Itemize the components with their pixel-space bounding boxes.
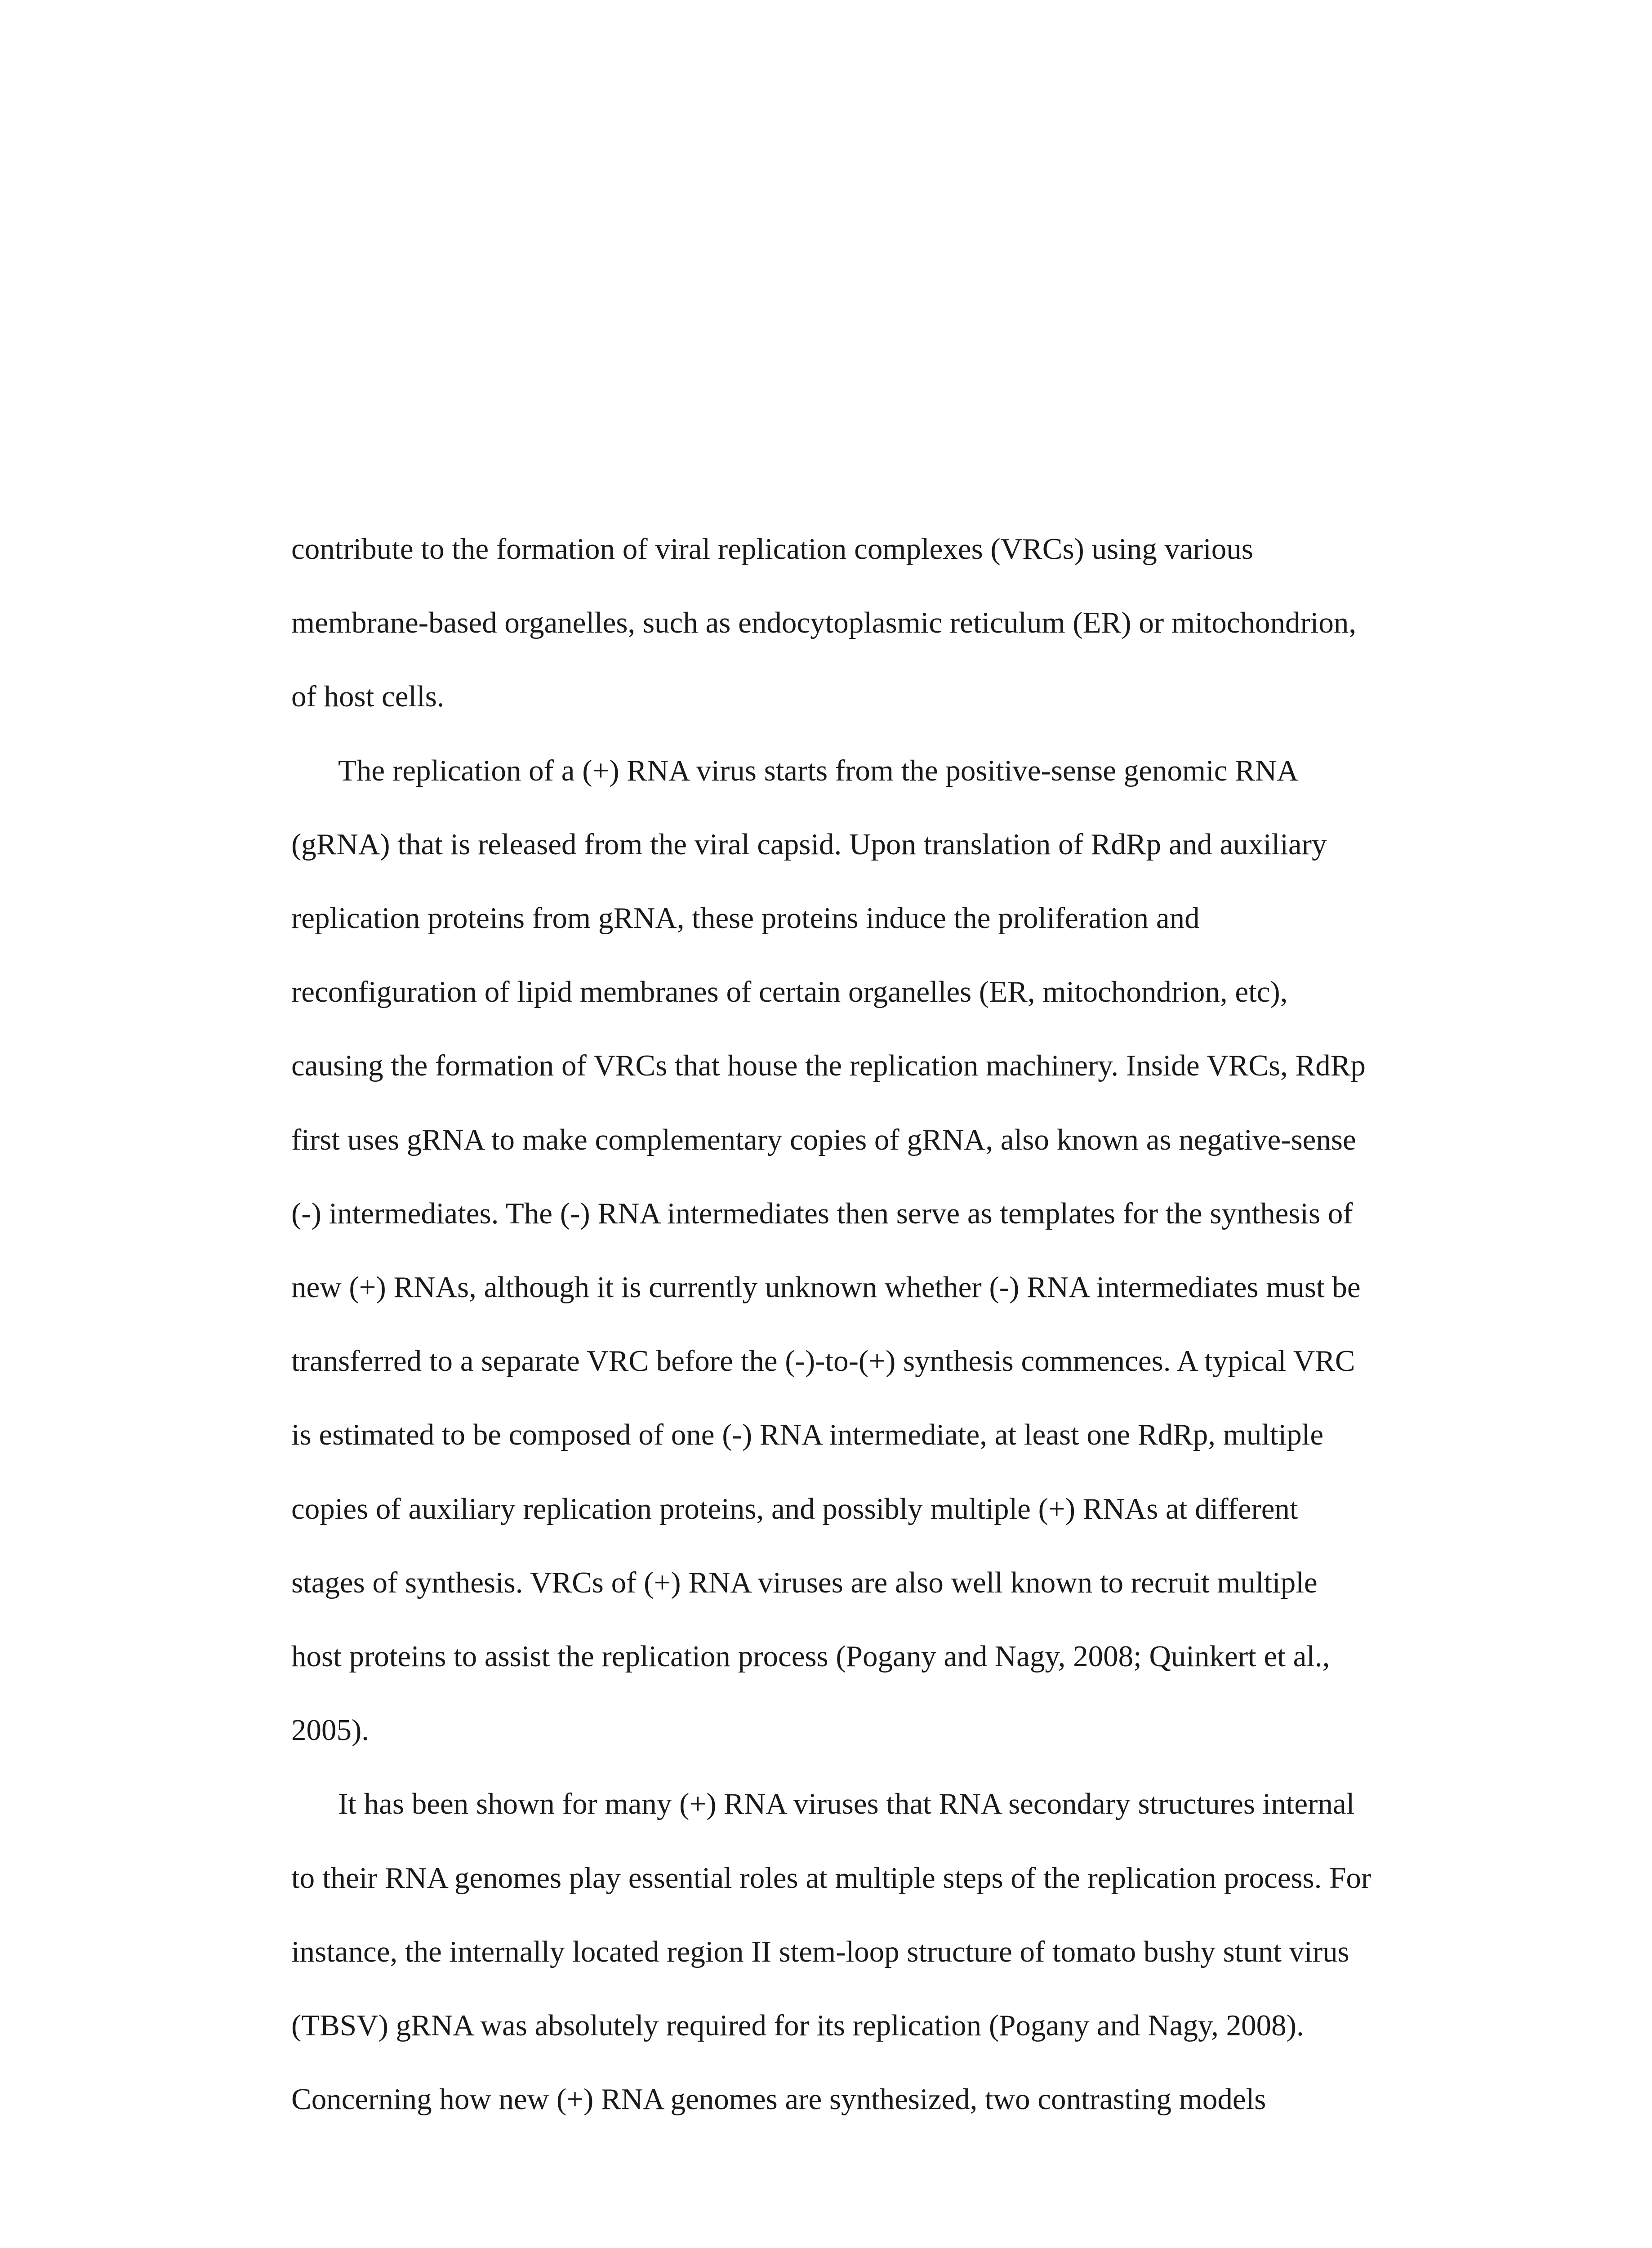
text-line: reconfiguration of lipid membranes of certain organelles (ER, mitochondrion, etc), xyxy=(291,975,1288,1009)
body-text xyxy=(291,512,1442,2136)
text-line: host proteins to assist the replication process (Pogany and Nagy, 2008; Quinkert et al., xyxy=(291,1640,1330,1673)
text-line: The replication of a (+) RNA virus starts from the positive-sense genomic RNA xyxy=(338,754,1299,787)
text-line: contribute to the formation of viral replication complexes (VRCs) using various xyxy=(291,532,1253,566)
text-line: new (+) RNAs, although it is currently unknown whether (-) RNA intermediates must be xyxy=(291,1271,1361,1304)
text-line: Concerning how new (+) RNA genomes are synthesized, two contrasting models xyxy=(291,2083,1266,2116)
paragraph-2 xyxy=(291,734,1442,1767)
paragraph-3 xyxy=(291,1767,1442,2136)
text-line: to their RNA genomes play essential roles at multiple steps of the replication process. For xyxy=(291,1861,1371,1895)
text-line: stages of synthesis. VRCs of (+) RNA viruses are also well known to recruit multiple xyxy=(291,1566,1318,1599)
text-line: (gRNA) that is released from the viral capsid. Upon translation of RdRp and auxiliary xyxy=(291,827,1327,861)
text-line: (-) intermediates. The (-) RNA intermediates then serve as templates for the synthesis of xyxy=(291,1196,1353,1230)
text-line: 2005). xyxy=(291,1713,370,1747)
text-line: is estimated to be composed of one (-) RNA intermediate, at least one RdRp, multiple xyxy=(291,1418,1324,1452)
text-line: (TBSV) gRNA was absolutely required for its replication (Pogany and Nagy, 2008). xyxy=(291,2009,1304,2043)
text-line: causing the formation of VRCs that house the replication machinery. Inside VRCs, RdRp xyxy=(291,1049,1366,1083)
text-line: copies of auxiliary replication proteins, and possibly multiple (+) RNAs at different xyxy=(291,1492,1298,1525)
text-line: of host cells. xyxy=(291,680,445,714)
text-line: first uses gRNA to make complementary copies of gRNA, also known as negative-sense xyxy=(291,1123,1356,1156)
paragraph-1 xyxy=(291,512,1442,734)
text-line: transferred to a separate VRC before the (-)-to-(+) synthesis commences. A typical VRC xyxy=(291,1344,1355,1378)
text-line: replication proteins from gRNA, these proteins induce the proliferation and xyxy=(291,901,1200,935)
text-line: instance, the internally located region II stem-loop structure of tomato bushy stunt virus xyxy=(291,1935,1349,1968)
text-line: It has been shown for many (+) RNA viruses that RNA secondary structures internal xyxy=(338,1787,1355,1821)
text-line: membrane-based organelles, such as endocytoplasmic reticulum (ER) or mitochondrion, xyxy=(291,606,1357,640)
